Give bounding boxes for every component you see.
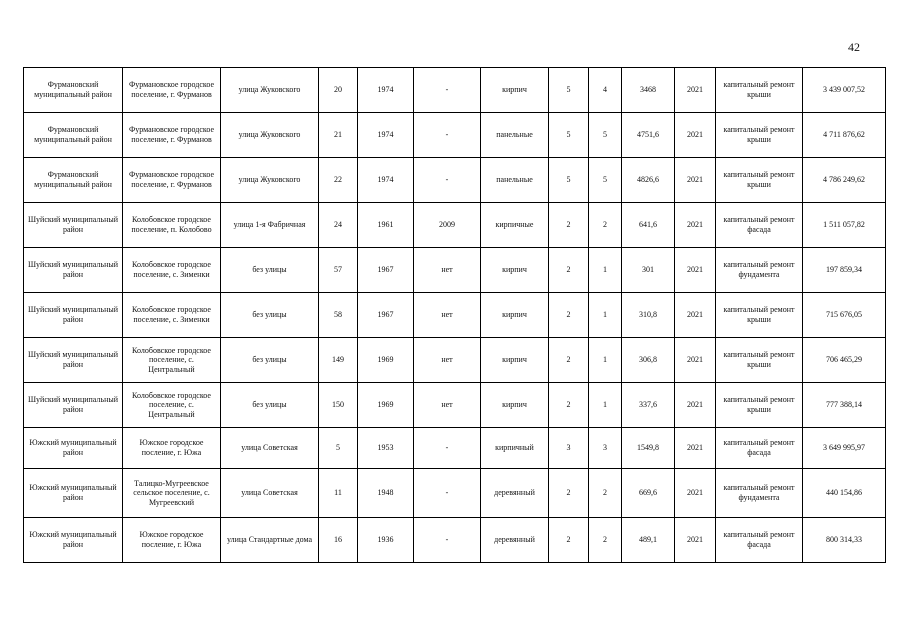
plan-year-cell: 2021 xyxy=(675,383,716,428)
entrances-cell: 3 xyxy=(589,428,622,469)
table-row xyxy=(24,428,886,469)
table-row xyxy=(24,68,886,113)
renovation-year-cell: - xyxy=(414,158,481,203)
build-year-cell: 1969 xyxy=(358,383,414,428)
house-number-cell: 149 xyxy=(319,338,358,383)
floors-cell: 5 xyxy=(549,158,589,203)
renovation-year-cell: нет xyxy=(414,338,481,383)
area-cell: 1549,8 xyxy=(622,428,675,469)
buildings-repair-table xyxy=(23,67,886,563)
settlement-cell: Колобовское городское поселение, с. Зименки xyxy=(123,293,221,338)
municipal-district-cell: Шуйский муниципальный район xyxy=(24,203,123,248)
wall-material-cell: кирпич xyxy=(481,338,549,383)
table-row xyxy=(24,518,886,563)
entrances-cell: 2 xyxy=(589,203,622,248)
renovation-year-cell: - xyxy=(414,518,481,563)
cost-cell: 440 154,86 xyxy=(803,469,886,518)
cost-cell: 1 511 057,82 xyxy=(803,203,886,248)
floors-cell: 2 xyxy=(549,469,589,518)
street-cell: без улицы xyxy=(221,293,319,338)
work-type-cell: капитальный ремонт крыши xyxy=(716,113,803,158)
municipal-district-cell: Шуйский муниципальный район xyxy=(24,338,123,383)
plan-year-cell: 2021 xyxy=(675,338,716,383)
work-type-cell: капитальный ремонт крыши xyxy=(716,383,803,428)
build-year-cell: 1974 xyxy=(358,68,414,113)
floors-cell: 2 xyxy=(549,293,589,338)
table-row xyxy=(24,158,886,203)
wall-material-cell: деревянный xyxy=(481,518,549,563)
wall-material-cell: панельные xyxy=(481,158,549,203)
municipal-district-cell: Шуйский муниципальный район xyxy=(24,248,123,293)
work-type-cell: капитальный ремонт крыши xyxy=(716,68,803,113)
cost-cell: 800 314,33 xyxy=(803,518,886,563)
build-year-cell: 1969 xyxy=(358,338,414,383)
floors-cell: 3 xyxy=(549,428,589,469)
area-cell: 489,1 xyxy=(622,518,675,563)
entrances-cell: 2 xyxy=(589,518,622,563)
wall-material-cell: кирпич xyxy=(481,248,549,293)
street-cell: улица Советская xyxy=(221,428,319,469)
work-type-cell: капитальный ремонт фасада xyxy=(716,203,803,248)
wall-material-cell: кирпич xyxy=(481,383,549,428)
house-number-cell: 20 xyxy=(319,68,358,113)
plan-year-cell: 2021 xyxy=(675,158,716,203)
page-number: 42 xyxy=(848,40,860,54)
wall-material-cell: кирпич xyxy=(481,293,549,338)
settlement-cell: Колобовское городское поселение, с. Зименки xyxy=(123,248,221,293)
floors-cell: 2 xyxy=(549,338,589,383)
build-year-cell: 1967 xyxy=(358,248,414,293)
house-number-cell: 22 xyxy=(319,158,358,203)
build-year-cell: 1936 xyxy=(358,518,414,563)
settlement-cell: Колобовское городское поселение, п. Колобово xyxy=(123,203,221,248)
entrances-cell: 1 xyxy=(589,338,622,383)
floors-cell: 2 xyxy=(549,383,589,428)
plan-year-cell: 2021 xyxy=(675,113,716,158)
floors-cell: 2 xyxy=(549,203,589,248)
table-row xyxy=(24,383,886,428)
entrances-cell: 1 xyxy=(589,248,622,293)
municipal-district-cell: Фурмановский муниципальный район xyxy=(24,158,123,203)
entrances-cell: 1 xyxy=(589,383,622,428)
house-number-cell: 16 xyxy=(319,518,358,563)
area-cell: 3468 xyxy=(622,68,675,113)
plan-year-cell: 2021 xyxy=(675,68,716,113)
table-body xyxy=(24,68,886,563)
settlement-cell: Колобовское городское поселение, с. Центральный xyxy=(123,338,221,383)
wall-material-cell: кирпичный xyxy=(481,428,549,469)
street-cell: без улицы xyxy=(221,338,319,383)
work-type-cell: капитальный ремонт крыши xyxy=(716,338,803,383)
floors-cell: 5 xyxy=(549,113,589,158)
table-row xyxy=(24,113,886,158)
work-type-cell: капитальный ремонт фундамента xyxy=(716,248,803,293)
street-cell: улица Стандартные дома xyxy=(221,518,319,563)
wall-material-cell: кирпич xyxy=(481,68,549,113)
municipal-district-cell: Южский муниципальный район xyxy=(24,518,123,563)
settlement-cell: Южское городское посление, г. Южа xyxy=(123,518,221,563)
renovation-year-cell: 2009 xyxy=(414,203,481,248)
street-cell: улица Жуковского xyxy=(221,68,319,113)
entrances-cell: 2 xyxy=(589,469,622,518)
settlement-cell: Фурмановское городское поселение, г. Фурманов xyxy=(123,113,221,158)
plan-year-cell: 2021 xyxy=(675,248,716,293)
plan-year-cell: 2021 xyxy=(675,518,716,563)
build-year-cell: 1953 xyxy=(358,428,414,469)
renovation-year-cell: - xyxy=(414,68,481,113)
work-type-cell: капитальный ремонт фасада xyxy=(716,428,803,469)
municipal-district-cell: Шуйский муниципальный район xyxy=(24,293,123,338)
settlement-cell: Фурмановское городское поселение, г. Фурманов xyxy=(123,68,221,113)
house-number-cell: 24 xyxy=(319,203,358,248)
wall-material-cell: деревянный xyxy=(481,469,549,518)
house-number-cell: 11 xyxy=(319,469,358,518)
renovation-year-cell: нет xyxy=(414,293,481,338)
cost-cell: 3 439 007,52 xyxy=(803,68,886,113)
entrances-cell: 5 xyxy=(589,158,622,203)
settlement-cell: Талицко-Мугреевское сельское поселение, с. Мугреевский xyxy=(123,469,221,518)
settlement-cell: Южское городское посление, г. Южа xyxy=(123,428,221,469)
work-type-cell: капитальный ремонт крыши xyxy=(716,293,803,338)
street-cell: улица Жуковского xyxy=(221,113,319,158)
plan-year-cell: 2021 xyxy=(675,293,716,338)
table-row xyxy=(24,203,886,248)
plan-year-cell: 2021 xyxy=(675,203,716,248)
floors-cell: 5 xyxy=(549,68,589,113)
street-cell: улица Жуковского xyxy=(221,158,319,203)
table-row xyxy=(24,338,886,383)
area-cell: 669,6 xyxy=(622,469,675,518)
municipal-district-cell: Южский муниципальный район xyxy=(24,469,123,518)
work-type-cell: капитальный ремонт крыши xyxy=(716,158,803,203)
area-cell: 306,8 xyxy=(622,338,675,383)
area-cell: 641,6 xyxy=(622,203,675,248)
build-year-cell: 1974 xyxy=(358,113,414,158)
house-number-cell: 5 xyxy=(319,428,358,469)
house-number-cell: 150 xyxy=(319,383,358,428)
cost-cell: 715 676,05 xyxy=(803,293,886,338)
plan-year-cell: 2021 xyxy=(675,428,716,469)
street-cell: без улицы xyxy=(221,383,319,428)
cost-cell: 4 786 249,62 xyxy=(803,158,886,203)
renovation-year-cell: нет xyxy=(414,248,481,293)
work-type-cell: капитальный ремонт фундамента xyxy=(716,469,803,518)
municipal-district-cell: Шуйский муниципальный район xyxy=(24,383,123,428)
municipal-district-cell: Южский муниципальный район xyxy=(24,428,123,469)
entrances-cell: 5 xyxy=(589,113,622,158)
street-cell: улица 1-я Фабричная xyxy=(221,203,319,248)
floors-cell: 2 xyxy=(549,248,589,293)
street-cell: улица Советская xyxy=(221,469,319,518)
build-year-cell: 1974 xyxy=(358,158,414,203)
table-row xyxy=(24,248,886,293)
house-number-cell: 58 xyxy=(319,293,358,338)
build-year-cell: 1961 xyxy=(358,203,414,248)
build-year-cell: 1967 xyxy=(358,293,414,338)
street-cell: без улицы xyxy=(221,248,319,293)
entrances-cell: 1 xyxy=(589,293,622,338)
renovation-year-cell: - xyxy=(414,113,481,158)
settlement-cell: Колобовское городское поселение, с. Центральный xyxy=(123,383,221,428)
house-number-cell: 57 xyxy=(319,248,358,293)
renovation-year-cell: - xyxy=(414,428,481,469)
cost-cell: 197 859,34 xyxy=(803,248,886,293)
municipal-district-cell: Фурмановский муниципальный район xyxy=(24,113,123,158)
floors-cell: 2 xyxy=(549,518,589,563)
cost-cell: 706 465,29 xyxy=(803,338,886,383)
plan-year-cell: 2021 xyxy=(675,469,716,518)
area-cell: 310,8 xyxy=(622,293,675,338)
cost-cell: 3 649 995,97 xyxy=(803,428,886,469)
municipal-district-cell: Фурмановский муниципальный район xyxy=(24,68,123,113)
area-cell: 337,6 xyxy=(622,383,675,428)
wall-material-cell: кирпичные xyxy=(481,203,549,248)
renovation-year-cell: - xyxy=(414,469,481,518)
area-cell: 4826,6 xyxy=(622,158,675,203)
area-cell: 301 xyxy=(622,248,675,293)
settlement-cell: Фурмановское городское поселение, г. Фурманов xyxy=(123,158,221,203)
cost-cell: 4 711 876,62 xyxy=(803,113,886,158)
work-type-cell: капитальный ремонт фасада xyxy=(716,518,803,563)
table-row xyxy=(24,293,886,338)
wall-material-cell: панельные xyxy=(481,113,549,158)
table-row xyxy=(24,469,886,518)
cost-cell: 777 388,14 xyxy=(803,383,886,428)
house-number-cell: 21 xyxy=(319,113,358,158)
entrances-cell: 4 xyxy=(589,68,622,113)
area-cell: 4751,6 xyxy=(622,113,675,158)
build-year-cell: 1948 xyxy=(358,469,414,518)
renovation-year-cell: нет xyxy=(414,383,481,428)
